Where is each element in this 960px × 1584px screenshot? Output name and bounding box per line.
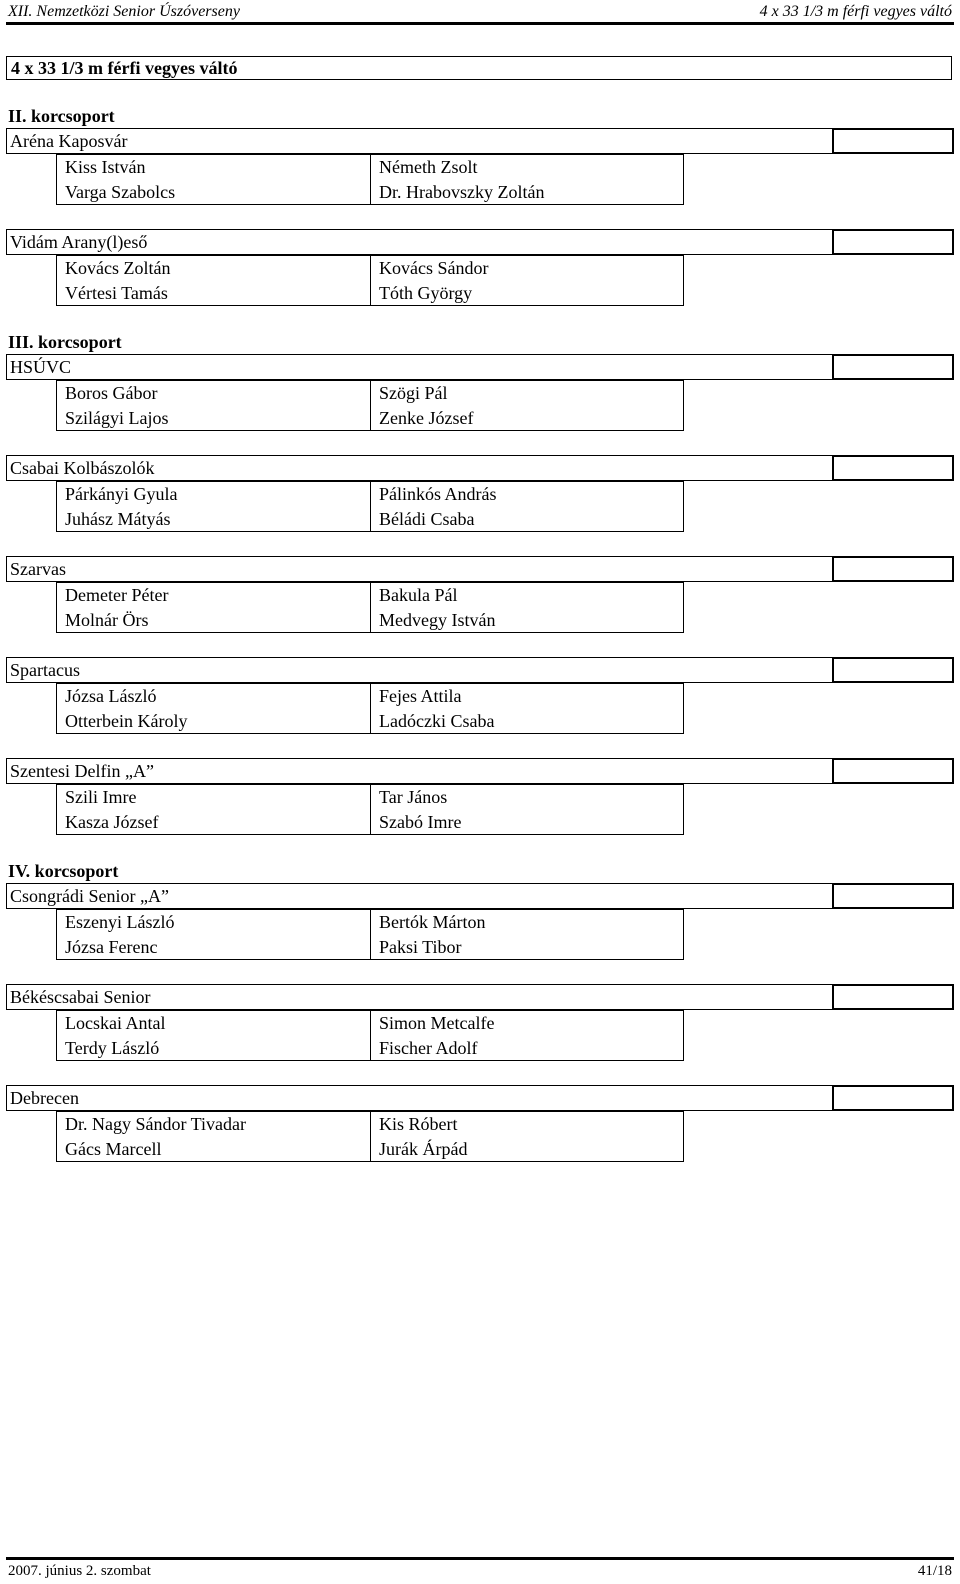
- team-name: Debrecen: [6, 1085, 832, 1111]
- team-name: Spartacus: [6, 657, 832, 683]
- team-name: Vidám Arany(l)eső: [6, 229, 832, 255]
- member-name: Béládi Csaba: [379, 508, 475, 529]
- footer-divider: [6, 1557, 954, 1560]
- team-members: [56, 380, 684, 431]
- member-name: Szabó Imre: [379, 811, 462, 832]
- team-time-field: [832, 354, 954, 380]
- race-title: 4 x 33 1/3 m férfi vegyes váltó: [6, 56, 952, 80]
- member-name: Locskai Antal: [65, 1013, 166, 1033]
- team-name: Aréna Kaposvár: [6, 128, 832, 154]
- member-name: Varga Szabolcs: [65, 181, 176, 202]
- member-name: Szögi Pál: [379, 383, 448, 403]
- team-time-field: [832, 229, 954, 255]
- team-members: [56, 683, 684, 734]
- team-name: Csongrádi Senior „A”: [6, 883, 832, 909]
- member-name: Paksi Tibor: [379, 936, 462, 957]
- member-name: Juhász Mátyás: [65, 508, 171, 529]
- team-time-field: [832, 455, 954, 481]
- member-name: Kovács Sándor: [379, 258, 489, 278]
- team-members: [56, 784, 684, 835]
- member-name: Kasza József: [65, 811, 159, 832]
- team-time-field: [832, 556, 954, 582]
- team-time-field: [832, 883, 954, 909]
- member-name: Zenke József: [379, 407, 474, 428]
- member-name: Molnár Örs: [65, 609, 149, 630]
- member-name: Gács Marcell: [65, 1138, 162, 1159]
- member-name: Kis Róbert: [379, 1114, 458, 1134]
- header-race-title: 4 x 33 1/3 m férfi vegyes váltó: [759, 3, 952, 20]
- member-name: Dr. Nagy Sándor Tivadar: [65, 1114, 246, 1134]
- member-name: Kiss István: [65, 157, 146, 177]
- member-name: Simon Metcalfe: [379, 1013, 495, 1033]
- team-members: [56, 255, 684, 306]
- member-name: Fischer Adolf: [379, 1037, 478, 1058]
- team-time-field: [832, 657, 954, 683]
- member-name: Dr. Hrabovszky Zoltán: [379, 181, 545, 202]
- member-name: Szilágyi Lajos: [65, 407, 169, 428]
- team-name: Szentesi Delfin „A”: [6, 758, 832, 784]
- member-name: Kovács Zoltán: [65, 258, 171, 278]
- footer-page-number: 41/18: [917, 1563, 952, 1579]
- member-name: Bertók Márton: [379, 912, 486, 932]
- team-name: Békéscsabai Senior: [6, 984, 832, 1010]
- team-members: [56, 1111, 684, 1162]
- header-divider: [6, 22, 954, 25]
- member-name: Tar János: [379, 787, 448, 807]
- member-name: Eszenyi László: [65, 912, 175, 932]
- member-name: Bakula Pál: [379, 585, 458, 605]
- member-name: Otterbein Károly: [65, 710, 188, 731]
- member-name: Demeter Péter: [65, 585, 169, 605]
- member-name: Jurák Árpád: [379, 1138, 468, 1159]
- team-members: [56, 481, 684, 532]
- team-name: HSÚVC: [6, 354, 832, 380]
- team-members: [56, 154, 684, 205]
- team-members: [56, 582, 684, 633]
- team-members: [56, 1010, 684, 1061]
- member-name: Vértesi Tamás: [65, 282, 168, 303]
- member-name: Pálinkós András: [379, 484, 497, 504]
- member-name: Szili Imre: [65, 787, 137, 807]
- member-name: Párkányi Gyula: [65, 484, 178, 504]
- member-name: Boros Gábor: [65, 383, 158, 403]
- team-time-field: [832, 758, 954, 784]
- team-name: Csabai Kolbászolók: [6, 455, 832, 481]
- team-time-field: [832, 1085, 954, 1111]
- member-name: Józsa László: [65, 686, 157, 706]
- group-label: III. korcsoport: [8, 332, 122, 352]
- team-time-field: [832, 984, 954, 1010]
- group-label: IV. korcsoport: [8, 861, 119, 881]
- team-time-field: [832, 128, 954, 154]
- member-name: Németh Zsolt: [379, 157, 478, 177]
- team-members: [56, 909, 684, 960]
- member-name: Medvegy István: [379, 609, 496, 630]
- member-name: Ladóczki Csaba: [379, 710, 495, 731]
- team-name: Szarvas: [6, 556, 832, 582]
- member-name: Tóth György: [379, 282, 473, 303]
- footer-date: 2007. június 2. szombat: [8, 1563, 151, 1579]
- header-event-title: XII. Nemzetközi Senior Úszóverseny: [8, 3, 240, 20]
- member-name: Józsa Ferenc: [65, 936, 158, 957]
- member-name: Terdy László: [65, 1037, 160, 1058]
- group-label: II. korcsoport: [8, 106, 115, 126]
- member-name: Fejes Attila: [379, 686, 462, 706]
